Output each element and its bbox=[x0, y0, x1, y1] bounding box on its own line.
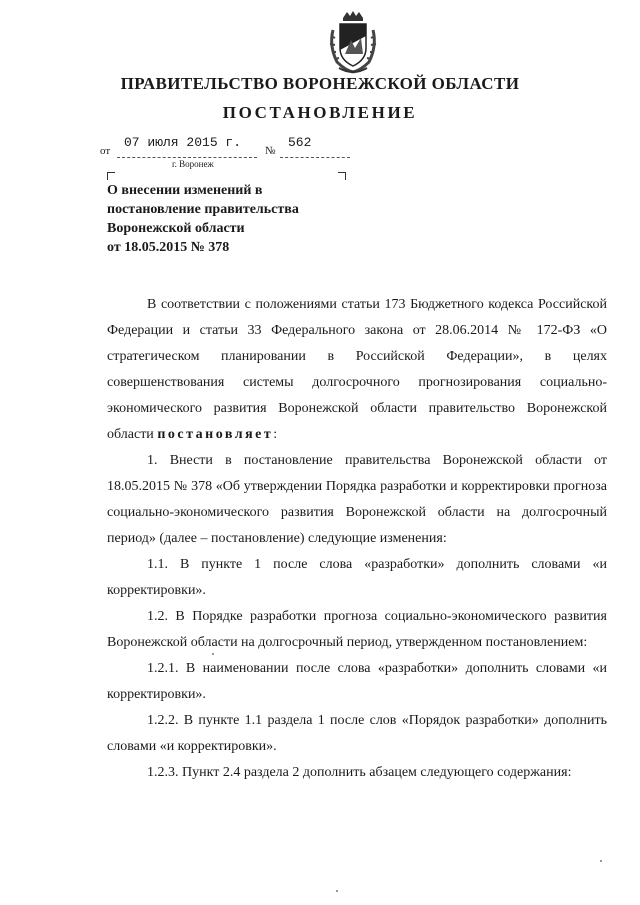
corner-mark-left bbox=[107, 172, 115, 180]
document-type-title: ПОСТАНОВЛЕНИЕ bbox=[222, 103, 418, 122]
scan-speck bbox=[336, 890, 338, 892]
paragraph-1-2: 1.2. В Порядке разработки прогноза социально-экономического развития Воронежской области на долгосрочный период, утвержденном постановлением: bbox=[107, 609, 607, 650]
paragraph-1-2-3: 1.2.3. Пункт 2.4 раздела 2 дополнить абзацем следующего содержания: bbox=[147, 765, 572, 780]
paragraph-1: 1. Внести в постановление правительства Воронежской области от 18.05.2015 № 378 «Об утверждении Порядка разработки и корректировки прогноза социально-экономического развития Воронежской области на долгосрочный период» (далее – постановление) следующие изменения: bbox=[107, 453, 607, 546]
number-underline bbox=[280, 157, 350, 158]
preamble-text: В соответствии с положениями статьи 173 Бюджетного кодекса Российской Федерации и статьи 33 Федерального закона от 28.06.2014 № 172-ФЗ «О стратегическом планировании в Российской Федерации», в целях совершенствования системы долгосрочного прогнозирования социально-экономического развития Воронежской области правительство Воронежской области bbox=[107, 297, 607, 442]
document-body bbox=[107, 292, 607, 786]
scan-speck bbox=[212, 653, 214, 655]
subject-line-4: от 18.05.2015 № 378 bbox=[107, 240, 230, 255]
document-subject bbox=[107, 181, 347, 257]
decree-colon: : bbox=[273, 427, 278, 442]
paragraph-1-2-1: 1.2.1. В наименовании после слова «разработки» дополнить словами «и корректировки». bbox=[107, 661, 607, 702]
city-label: г. Воронеж bbox=[172, 159, 214, 169]
number-prefix: № bbox=[265, 145, 276, 157]
date-underline bbox=[117, 157, 257, 158]
document-number: 562 bbox=[288, 135, 312, 150]
date-number-line bbox=[100, 135, 400, 169]
paragraph-1-1: 1.1. В пункте 1 после слова «разработки» дополнить словами «и корректировки». bbox=[107, 557, 607, 598]
corner-mark-right bbox=[338, 172, 346, 180]
decree-word: постановляет bbox=[157, 427, 274, 442]
subject-line-3: Воронежской области bbox=[107, 221, 245, 236]
document-date: 07 июля 2015 г. bbox=[124, 135, 242, 150]
preamble-paragraph bbox=[107, 292, 607, 448]
coat-of-arms-icon bbox=[325, 10, 381, 76]
paragraph-1-2-2: 1.2.2. В пункте 1.1 раздела 1 после слов «Порядок разработки» дополнить словами «и корректировки». bbox=[107, 713, 607, 754]
subject-line-1: О внесении изменений в bbox=[107, 183, 263, 198]
government-title: ПРАВИТЕЛЬСТВО ВОРОНЕЖСКОЙ ОБЛАСТИ bbox=[120, 74, 520, 93]
subject-line-2: постановление правительства bbox=[107, 202, 299, 217]
scan-speck bbox=[600, 860, 602, 862]
date-prefix: от bbox=[100, 145, 111, 157]
